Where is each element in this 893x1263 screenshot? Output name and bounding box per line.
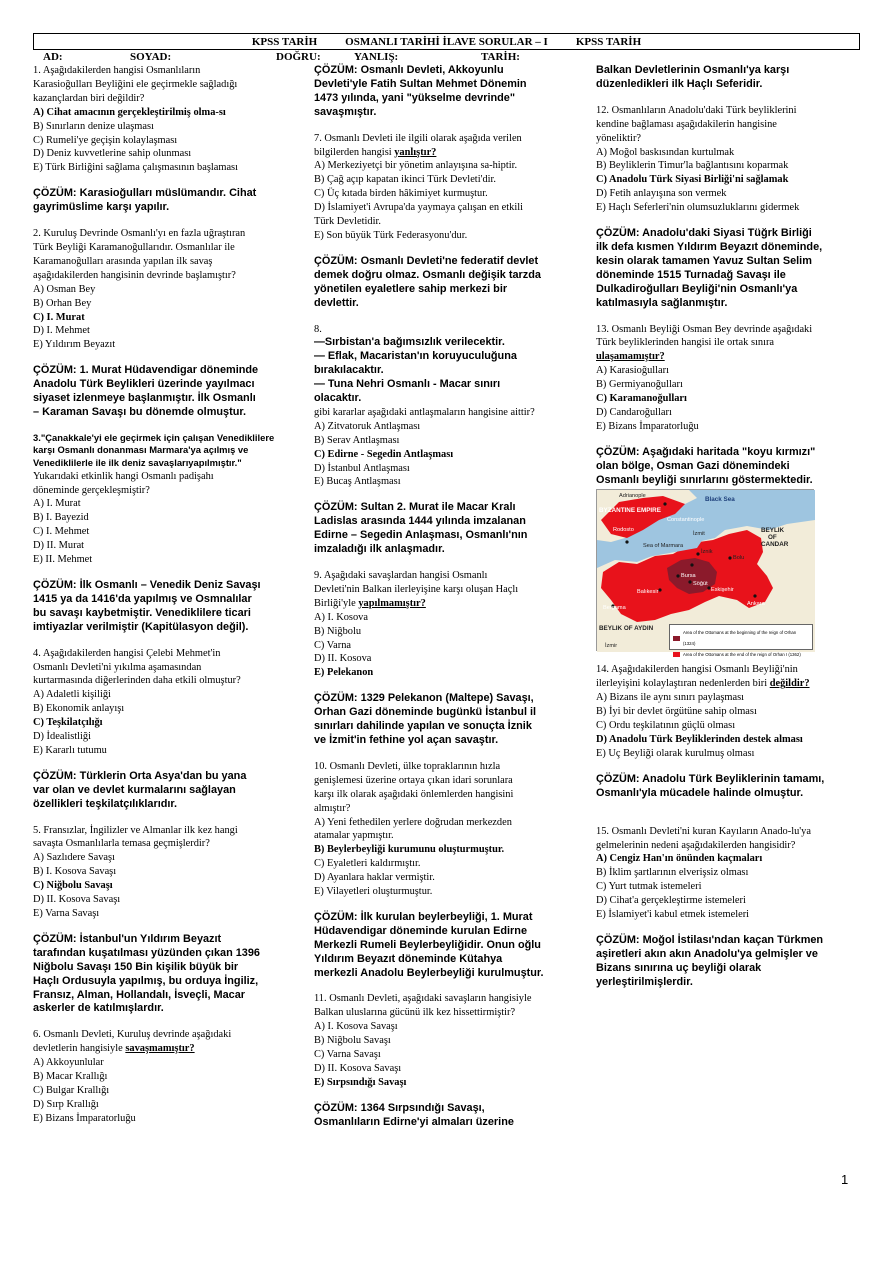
option: B) Macar Krallığı bbox=[33, 1071, 108, 1083]
solution: yerleştirilmişlerdir. bbox=[596, 975, 693, 988]
underlined-keyword: değildir? bbox=[769, 678, 810, 690]
option: A) Zitvatoruk Antlaşması bbox=[314, 420, 421, 432]
solution: Osmanlıların Edirne'yi almaları üzerine bbox=[314, 1115, 514, 1128]
question-stem: 7. Osmanlı Devleti ile ilgili olarak aşağıda verilen bbox=[314, 132, 522, 144]
option: C) Üç kıtada birden hâkimiyet kurmuştur. bbox=[314, 188, 488, 200]
solution: düzenledikleri ilk Haçlı Seferidir. bbox=[596, 77, 763, 90]
option: B) Niğbolu Savaşı bbox=[314, 1035, 391, 1047]
option: D) II. Murat bbox=[33, 540, 85, 552]
question-stem: 2. Kuruluş Devrinde Osmanlı'yı en fazla uğraştıran bbox=[33, 228, 246, 240]
map-label: Balıkesir bbox=[637, 589, 659, 596]
option-correct: A) Cihat amacının gerçekleştirilmiş olma-sı bbox=[33, 106, 226, 118]
map-label: İzmit bbox=[693, 531, 705, 538]
option: B) İyi bir devlet örgütüne sahip olması bbox=[596, 706, 757, 718]
solution: aşiretleri akın akın Anadolu'ya gelmişler ve bbox=[596, 947, 818, 960]
option: C) Bulgar Krallığı bbox=[33, 1084, 110, 1096]
solution: ilk defa kısmen Yıldırım Beyazıt döneminde, bbox=[596, 240, 823, 253]
question-1 bbox=[33, 64, 301, 215]
solution: Devleti'yle Fatih Sultan Mehmet Dönemin bbox=[314, 77, 527, 90]
option: B) Beyliklerin Timur'la bağlantısını koparmak bbox=[596, 160, 789, 172]
solution: imzaladığı ilk anlaşmadır. bbox=[314, 543, 445, 556]
option: A) Yeni fethedilen yerlere doğrudan merkezden bbox=[314, 816, 512, 828]
header-box bbox=[33, 33, 860, 50]
map-label: CANDAR bbox=[761, 541, 789, 549]
solution: merkezli Anadolu Beylerbeyliği kurulmuştur. bbox=[314, 966, 544, 979]
option: A) Adaletli kişiliği bbox=[33, 689, 111, 701]
question-stem: kazançlardan biri değildir? bbox=[33, 92, 145, 104]
question-10 bbox=[314, 760, 582, 981]
map-label: Constantinople bbox=[667, 517, 705, 524]
question-statement: — Eflak, Macaristan'ın koruyuculuğuna bbox=[314, 350, 517, 363]
option: D) II. Kosova bbox=[314, 653, 372, 665]
solution: Ladislas arasında 1444 yılında imzalanan bbox=[314, 515, 526, 528]
student-info-row bbox=[33, 51, 593, 64]
option: D) İslamiyet'i Avrupa'da yaymaya çalışan en etkili bbox=[314, 202, 523, 214]
option: A) Karasioğulları bbox=[596, 365, 669, 377]
question-stem: 14. Aşağıdakilerden hangisi Osmanlı Beyliği'nin bbox=[596, 664, 798, 676]
question-stem: Birliği'yle yapılmamıştır? bbox=[314, 597, 426, 609]
question-stem: Balkan uluslarına gücünü ilk kez hissettirmiştir? bbox=[314, 1007, 516, 1019]
question-8 bbox=[314, 323, 582, 558]
option: E) Bizans İmparatorluğu bbox=[596, 420, 699, 432]
solution: Osmanlı beyliği sınırlarını göstermektedir. bbox=[596, 473, 813, 486]
option: C) Yurt tutmak istemeleri bbox=[596, 881, 702, 893]
question-stem: savaşta Osmanlılarla temasa geçmişlerdir? bbox=[33, 838, 210, 850]
option: C) Varna bbox=[314, 639, 352, 651]
solution: katılmasıyla sağlanmıştır. bbox=[596, 296, 728, 309]
ottoman-territory-map bbox=[596, 489, 814, 658]
question-stem: Devleti'nin Balkan ilerleyişine karşı oluşan Haçlı bbox=[314, 583, 519, 595]
option-correct: B) Beylerbeyliği kurumunu oluşturmuştur. bbox=[314, 844, 505, 856]
solution: ÇÖZÜM: İlk Osmanlı – Venedik Deniz Savaşı bbox=[33, 578, 261, 591]
map-label: Söğüt bbox=[693, 581, 708, 588]
solution: ÇÖZÜM: Sultan 2. Murat ile Macar Kralı bbox=[314, 501, 516, 514]
option: E) Vilayetleri oluşturmuştur. bbox=[314, 886, 433, 898]
solution: var olan ve devlet kurmalarını sağlayan bbox=[33, 783, 236, 796]
underlined-keyword: ulaşamamıştır? bbox=[596, 351, 665, 363]
option: E) İslamiyet'i kabul etmek istemeleri bbox=[596, 909, 750, 921]
solution: ÇÖZÜM: İlk kurulan beylerbeyliği, 1. Murat bbox=[314, 910, 533, 923]
solution: ÇÖZÜM: Moğol İstilası'ndan kaçan Türkmen bbox=[596, 933, 824, 946]
option: A) I. Kosova Savaşı bbox=[314, 1021, 398, 1033]
question-2 bbox=[33, 227, 301, 420]
solution: Balkan Devletlerinin Osmanlı'ya karşı bbox=[596, 64, 790, 76]
solution: bu savaşı kaybetmiştir. Venediklilere ticari bbox=[33, 606, 251, 619]
option: C) I. Mehmet bbox=[33, 526, 90, 538]
question-stem: yöneliktir? bbox=[596, 132, 642, 144]
option-correct: A) Cengiz Han'ın önünden kaçmaları bbox=[596, 853, 763, 865]
question-stem: kendine bağlaması aşağıdakilerin hangisine bbox=[596, 118, 777, 130]
solution: özellikleri teşkilatçılıklarıdır. bbox=[33, 797, 178, 810]
option: atamalar yapmıştır. bbox=[314, 830, 394, 842]
option: B) Serav Antlaşması bbox=[314, 434, 400, 446]
option: A) I. Kosova bbox=[314, 611, 368, 623]
question-5 bbox=[33, 824, 301, 1017]
solution: döneminde 1515 Turnadağ Savaşı ile bbox=[596, 268, 786, 281]
option: E) Bucaş Antlaşması bbox=[314, 476, 401, 488]
question-quote: 3."Çanakkale'yi ele geçirmek için çalışan Venediklilere bbox=[33, 431, 275, 443]
solution: savaşmıştır. bbox=[314, 105, 377, 118]
solution: devlettir. bbox=[314, 296, 359, 309]
question-3 bbox=[33, 432, 301, 635]
option: E) Bizans İmparatorluğu bbox=[33, 1112, 136, 1124]
option: A) Merkeziyetçi bir yönetim anlayışına sa-hiptir. bbox=[314, 160, 518, 172]
question-stem: 6. Osmanlı Devleti, Kuruluş devrinde aşağıdaki bbox=[33, 1029, 232, 1041]
solution: Edirne – Segedin Anlaşması, Osmanlı'nın bbox=[314, 529, 528, 542]
solution: – Karaman Savaşı bu dönemde olmuştur. bbox=[33, 405, 247, 418]
solution: 1415 ya da 1416'da yapılmış ve Osmnalılar bbox=[33, 592, 252, 605]
solution: tarafından kuşatılması yüzünden çıkan 1396 bbox=[33, 946, 260, 959]
question-stem: Karasioğulları Beyliğini ele geçirmekle sağladığı bbox=[33, 78, 238, 90]
option: E) Haçlı Seferleri'nin olumsuzluklarını gidermek bbox=[596, 202, 800, 214]
map-label: Black Sea bbox=[705, 496, 735, 504]
solution: ÇÖZÜM: 1364 Sırpsındığı Savaşı, bbox=[314, 1101, 485, 1114]
option: B) Niğbolu bbox=[314, 625, 362, 637]
option-correct: E) Pelekanon bbox=[314, 667, 374, 679]
map-label: İzmir bbox=[605, 643, 618, 650]
option-correct: D) Anadolu Türk Beyliklerinden destek alması bbox=[596, 734, 803, 745]
question-stem: 4. Aşağıdakilerden hangisi Çelebi Mehmet'in bbox=[33, 647, 221, 659]
question-stem: Türk Beyliği Karamanoğullarıdır. Osmanlılar ile bbox=[33, 241, 235, 253]
question-6 bbox=[33, 1028, 301, 1125]
header-right: KPSS TARİH bbox=[575, 35, 642, 48]
map-label: Sea of Marmara bbox=[643, 543, 684, 550]
option: D) Candaroğulları bbox=[596, 406, 672, 418]
question-stem: Osmanlı Devleti'ni yıkılma aşamasından bbox=[33, 661, 202, 673]
question-stem: bilgilerden hangisi yanlıştır? bbox=[314, 146, 437, 158]
option: D) İdealistliği bbox=[33, 731, 92, 743]
solution: ÇÖZÜM: İstanbul'un Yıldırım Beyazıt bbox=[33, 932, 222, 945]
map-label: Bursa bbox=[681, 573, 696, 580]
question-4 bbox=[33, 647, 301, 812]
solution: ÇÖZÜM: Anadolu'daki Siyasi Tüğrk Birliği bbox=[596, 227, 812, 240]
option-correct: C) Teşkilatçılığı bbox=[33, 717, 103, 729]
map-label: Adrianople bbox=[619, 493, 646, 500]
underlined-keyword: yapılmamıştır? bbox=[358, 597, 426, 609]
option-correct: C) Anadolu Türk Siyasi Birliği'ni sağlamak bbox=[596, 174, 789, 186]
question-stem: 9. Aşağıdaki savaşlardan hangisi Osmanlı bbox=[314, 570, 488, 581]
map-label: Bolu bbox=[733, 555, 745, 562]
solution: Haçlı Ordusuyla yapılmış, bu orduya İngiliz, bbox=[33, 974, 259, 987]
tarih-label: TARİH: bbox=[481, 51, 520, 63]
question-stem: genişlemesi üzerine ortaya çıkan idari sorunlara bbox=[314, 774, 513, 786]
solution: yönetilen eyaletlere sahip merkezi bir bbox=[314, 282, 508, 295]
question-11 bbox=[314, 992, 582, 1129]
option: B) I. Kosova Savaşı bbox=[33, 866, 117, 878]
question-stem: 12. Osmanlıların Anadolu'daki Türk beyliklerini bbox=[596, 104, 797, 116]
question-statement: — Tuna Nehri Osmanlı - Macar sınırı bbox=[314, 378, 501, 391]
map-label: BEYLIK OF AYDIN bbox=[599, 625, 654, 633]
ad-label: AD: bbox=[43, 51, 63, 63]
solution: ÇÖZÜM: Osmanlı Devleti, Akkoyunlu bbox=[314, 64, 504, 76]
question-9 bbox=[314, 569, 582, 748]
solution: Niğbolu Savaşı 150 Bin kişilik büyük bir bbox=[33, 960, 239, 973]
solution: Yıldırım Beyazıt döneminde Kütahya bbox=[314, 952, 503, 965]
option: C) Varna Savaşı bbox=[314, 1049, 381, 1061]
solution: kesin olarak tamamen Yavuz Sultan Selim bbox=[596, 254, 812, 267]
question-statement: —Sırbistan'a bağımsızlık verilecektir. bbox=[314, 336, 505, 349]
question-stem: 11. Osmanlı Devleti, aşağıdaki savaşların hangisiyle bbox=[314, 993, 532, 1005]
question-12 bbox=[596, 104, 858, 311]
dogru-label: DOĞRU: bbox=[276, 51, 321, 63]
legend-item: Area of the Ottomans at the beginning of the reign of Orhan (1324) bbox=[673, 627, 809, 649]
option: D) Sırp Krallığı bbox=[33, 1098, 99, 1110]
solution: ÇÖZÜM: Türklerin Orta Asya'dan bu yana bbox=[33, 769, 247, 782]
solution: ÇÖZÜM: Osmanlı Devleti'ne federatif devlet bbox=[314, 254, 539, 267]
option: B) Orhan Bey bbox=[33, 297, 92, 309]
option: E) Türk Birliğini sağlama çalışmasının başlaması bbox=[33, 162, 238, 174]
question-stem: gelmelerinin nedeni aşağıdakilerden hangisidir? bbox=[596, 839, 796, 851]
solution: Fransız, Alman, Hollandalı, İsveçli, Macar bbox=[33, 988, 246, 1001]
option: C) Ordu teşkilatının güçlü olması bbox=[596, 720, 736, 732]
option: B) Çağ açıp kapatan ikinci Türk Devleti'dir. bbox=[314, 174, 497, 186]
solution: Osmanlı'yla mücadele halinde olmuştur. bbox=[596, 786, 804, 799]
question-stem: Yukarıdaki etkinlik hangi Osmanlı padişahı bbox=[33, 470, 214, 482]
column-2 bbox=[314, 64, 582, 1130]
solution: siyaset izlenmeye başlanmıştır. İlk Osmanlı bbox=[33, 392, 256, 405]
question-stem: devletlerin hangisiyle savaşmamıştır? bbox=[33, 1043, 195, 1055]
solution: Merkezli Rumeli Beylerbeyliğidir. Onun oğlu bbox=[314, 938, 541, 951]
question-stem: gibi kararlar aşağıdaki antlaşmaların hangisine aittir? bbox=[314, 406, 535, 418]
solution: ÇÖZÜM: 1. Murat Hüdavendigar döneminde bbox=[33, 364, 259, 377]
question-7 bbox=[314, 132, 582, 311]
solution: askerler de katılmışlardır. bbox=[33, 1002, 164, 1015]
solution: ve İzmit'in fethine yol açan savaştır. bbox=[314, 733, 499, 746]
question-statement: olacaktır. bbox=[314, 392, 362, 405]
option: D) II. Kosova Savaşı bbox=[33, 894, 121, 906]
map-label: BEYLIK bbox=[761, 527, 785, 535]
question-quote: karşı Osmanlı donanması Marmara'ya açılmış ve bbox=[33, 444, 249, 456]
soyad-label: SOYAD: bbox=[130, 51, 172, 63]
question-stem: 13. Osmanlı Beyliği Osman Bey devrinde aşağıdaki bbox=[596, 323, 813, 335]
solution: Orhan Gazi döneminde bugünkü İstanbul il bbox=[314, 706, 537, 719]
option: E) Son büyük Türk Federasyonu'dur. bbox=[314, 229, 468, 241]
solution: ÇÖZÜM: Aşağıdaki haritada "koyu kırmızı" bbox=[596, 445, 816, 458]
option: B) Germiyanoğulları bbox=[596, 379, 683, 391]
map-label: İznik bbox=[701, 549, 713, 556]
option: B) I. Bayezid bbox=[33, 512, 89, 524]
question-14 bbox=[596, 663, 858, 800]
option: D) Cihat'a gerçekleştirme istemeleri bbox=[596, 895, 746, 907]
question-11-solution-cont bbox=[596, 64, 858, 92]
option: A) Akkoyunlular bbox=[33, 1057, 104, 1069]
solution: Hüdavendigar döneminde kurulan Edirne bbox=[314, 924, 528, 937]
yanlis-label: YANLIŞ: bbox=[354, 51, 399, 63]
question-stem: döneminde gerçekleşmiştir? bbox=[33, 484, 150, 496]
map-label: Ankara bbox=[747, 601, 765, 608]
question-13 bbox=[596, 323, 858, 658]
question-stem: 10. Osmanlı Devleti, ülke topraklarının hızla bbox=[314, 760, 501, 772]
solution: demek doğru olmaz. Osmanlı değişik tarzda bbox=[314, 268, 541, 281]
question-number: 8. bbox=[314, 323, 322, 335]
question-15 bbox=[596, 825, 858, 990]
header-left: KPSS TARİH bbox=[251, 35, 318, 48]
question-6-solution bbox=[314, 64, 582, 120]
header-title: OSMANLI TARİHİ İLAVE SORULAR – I bbox=[345, 35, 548, 48]
option: A) I. Murat bbox=[33, 498, 81, 510]
map-label: Eskişehir bbox=[711, 587, 734, 594]
option: C) Rumeli'ye geçişin kolaylaşması bbox=[33, 134, 178, 146]
option: D) İstanbul Antlaşması bbox=[314, 462, 410, 474]
map-label: Rodosto bbox=[613, 527, 634, 534]
option-correct: C) I. Murat bbox=[33, 311, 85, 323]
solution: Anadolu Türk Beylikleri üzerinde yayılmacı bbox=[33, 378, 255, 391]
option: A) Moğol baskısından kurtulmak bbox=[596, 146, 735, 158]
map-label: Bergama bbox=[603, 605, 626, 612]
solution: Bizans sınırına uç beyliği olarak bbox=[596, 961, 762, 974]
solution: olan bölge, Osman Gazi dönemindeki bbox=[596, 459, 790, 472]
question-stem: aşağıdakilerden hangisinin devrinde başlamıştır? bbox=[33, 269, 236, 281]
option: B) Ekonomik anlayışı bbox=[33, 703, 125, 715]
map-label: BYZANTINE EMPIRE bbox=[599, 507, 661, 515]
question-stem: Karamanoğulları arasında yapılan ilk savaş bbox=[33, 255, 213, 267]
option: E) Yıldırım Beyazıt bbox=[33, 339, 116, 351]
solution: ÇÖZÜM: 1329 Pelekanon (Maltepe) Savaşı, bbox=[314, 692, 534, 705]
option: A) Sazlıdere Savaşı bbox=[33, 852, 115, 864]
question-stem: 15. Osmanlı Devleti'ni kuran Kayıların Anado-lu'ya bbox=[596, 825, 811, 837]
option-correct: E) Sırpsındığı Savaşı bbox=[314, 1076, 407, 1088]
option: C) Eyaletleri kaldırmıştır. bbox=[314, 858, 421, 870]
option: B) İklim şartlarının elverişsiz olması bbox=[596, 867, 749, 879]
option: E) II. Mehmet bbox=[33, 554, 93, 566]
solution: imtiyazlar verilmiştir (Kapitülasyon değil). bbox=[33, 620, 249, 633]
question-stem: karşı ilk olarak aşağıdaki önlemlerden hangisini bbox=[314, 788, 514, 800]
solution: ÇÖZÜM: Karasioğulları müslümandır. Cihat bbox=[33, 187, 257, 200]
map-label: OF bbox=[768, 534, 777, 542]
option: A) Osman Bey bbox=[33, 283, 96, 295]
page-number: 1 bbox=[841, 1172, 849, 1187]
column-3 bbox=[596, 64, 858, 990]
option: D) Ayanlara haklar vermiştir. bbox=[314, 872, 435, 884]
question-statement: bırakılacaktır. bbox=[314, 364, 384, 377]
option-correct: C) Edirne - Segedin Antlaşması bbox=[314, 448, 454, 460]
question-quote: Venediklilerle ile ilk deniz savaşlarıyapılmıştır." bbox=[33, 457, 242, 469]
underlined-keyword: yanlıştır? bbox=[394, 146, 437, 158]
solution: Dulkadiroğulları Beyliği'nin Osmanlı'ya bbox=[596, 282, 798, 295]
solution: 1473 yılında, yani "yükselme devrinde" bbox=[314, 91, 516, 104]
option: Türk Devletidir. bbox=[314, 216, 381, 228]
option: B) Sınırların denize ulaşması bbox=[33, 120, 154, 132]
solution: gayrimüslime karşı yapılır. bbox=[33, 201, 170, 214]
map-legend bbox=[669, 624, 813, 658]
option: D) II. Kosova Savaşı bbox=[314, 1063, 402, 1074]
option: D) I. Mehmet bbox=[33, 325, 90, 337]
option: E) Varna Savaşı bbox=[33, 908, 100, 919]
solution: sınırları dahilinde yapılan ve sonuçta İznik bbox=[314, 720, 532, 733]
option: E) Kararlı tutumu bbox=[33, 744, 107, 756]
option-correct: C) Niğbolu Savaşı bbox=[33, 880, 113, 892]
question-stem: kurtarmasında diğerlerinden daha etkili olmuştur? bbox=[33, 675, 241, 687]
option: E) Uç Beyliği olarak kurulmuş olması bbox=[596, 747, 755, 759]
question-stem: ilerleyişini kolaylaştıran nedenlerden biri değildir? bbox=[596, 678, 810, 690]
legend-item: Area of the Ottomans at the end of the reign of Orhan I (1362) bbox=[673, 649, 809, 660]
option: A) Bizans ile aynı sınırı paylaşması bbox=[596, 692, 745, 704]
underlined-keyword: savaşmamıştır? bbox=[125, 1043, 195, 1055]
question-stem: 5. Fransızlar, İngilizler ve Almanlar ilk kez hangi bbox=[33, 824, 238, 836]
option: D) Deniz kuvvetlerine sahip olunması bbox=[33, 148, 192, 160]
question-stem: Türk beyliklerinden hangisi ile ortak sınıra bbox=[596, 337, 775, 349]
option-correct: C) Karamanoğulları bbox=[596, 393, 687, 405]
option: D) Fetih anlayışına son vermek bbox=[596, 188, 727, 200]
column-1 bbox=[33, 64, 301, 1126]
question-stem: almıştır? bbox=[314, 802, 351, 814]
solution: ÇÖZÜM: Anadolu Türk Beyliklerinin tamamı, bbox=[596, 772, 825, 785]
question-stem: 1. Aşağıdakilerden hangisi Osmanlıların bbox=[33, 65, 201, 76]
